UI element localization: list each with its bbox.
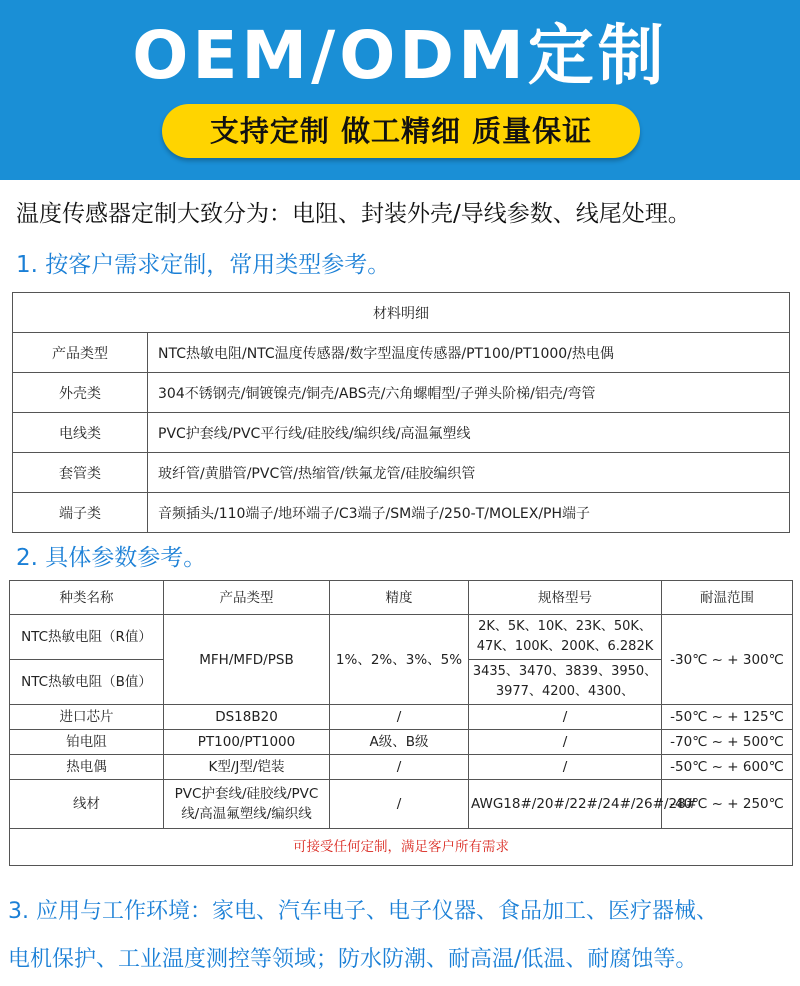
col-header: 精度: [330, 581, 469, 615]
table-row: [10, 755, 793, 780]
row-type: K型/J型/铠装: [164, 755, 330, 780]
row-temp: -40℃ ~ + 250℃: [662, 780, 793, 829]
ntc-temp: -30℃ ~ + 300℃: [662, 615, 793, 705]
table-row: [10, 730, 793, 755]
row-type: DS18B20: [164, 705, 330, 730]
row-type: PT100/PT1000: [164, 730, 330, 755]
table-note-row: [10, 829, 793, 866]
ntc-type: MFH/MFD/PSB: [164, 615, 330, 705]
row-category: 电线类: [13, 413, 148, 453]
row-category: 外壳类: [13, 373, 148, 413]
section2-heading: 2. 具体参数参考。: [16, 545, 207, 571]
col-header: 种类名称: [10, 581, 164, 615]
slogan-pill: 支持定制 做工精细 质量保证: [162, 104, 640, 158]
table-row: [13, 333, 790, 373]
ntc-spec-r: 2K、5K、10K、23K、50K、47K、100K、200K、6.282K: [469, 615, 662, 660]
table-row: [10, 615, 793, 660]
intro-text: 温度传感器定制大致分为：电阻、封装外壳/导线参数、线尾处理。: [16, 201, 691, 227]
table-row: [10, 705, 793, 730]
ntc-precision: 1%、2%、3%、5%: [330, 615, 469, 705]
row-temp: -70℃ ~ + 500℃: [662, 730, 793, 755]
row-type: PVC护套线/硅胶线/PVC线/高温氟塑线/编织线: [164, 780, 330, 829]
row-spec: /: [469, 755, 662, 780]
row-value: 玻纤管/黄腊管/PVC管/热缩管/铁氟龙管/硅胶编织管: [148, 453, 790, 493]
row-spec: AWG18#/20#/22#/24#/26#/28#: [469, 780, 662, 829]
table-row: [10, 780, 793, 829]
row-temp: -50℃ ~ + 125℃: [662, 705, 793, 730]
col-header: 产品类型: [164, 581, 330, 615]
row-value: PVC护套线/PVC平行线/硅胶线/编织线/高温氟塑线: [148, 413, 790, 453]
row-precision: A级、B级: [330, 730, 469, 755]
row-value: 304不锈钢壳/铜镀镍壳/铜壳/ABS壳/六角螺帽型/子弹头阶梯/铝壳/弯管: [148, 373, 790, 413]
row-value: NTC热敏电阻/NTC温度传感器/数字型温度传感器/PT100/PT1000/热电偶: [148, 333, 790, 373]
ntc-spec-b: 3435、3470、3839、3950、3977、4200、4300、: [469, 660, 662, 705]
table-row: [13, 413, 790, 453]
row-spec: /: [469, 730, 662, 755]
row-category: 产品类型: [13, 333, 148, 373]
row-category: 端子类: [13, 493, 148, 533]
row-precision: /: [330, 705, 469, 730]
ntc-r-name: NTC热敏电阻（R值）: [10, 615, 164, 660]
section1-heading: 1. 按客户需求定制，常用类型参考。: [16, 252, 391, 278]
customization-note: 可接受任何定制，满足客户所有需求: [10, 829, 793, 866]
params-table: [9, 580, 793, 866]
row-name: 线材: [10, 780, 164, 829]
table-row: [13, 453, 790, 493]
row-temp: -50℃ ~ + 600℃: [662, 755, 793, 780]
applications-line-1: 3. 应用与工作环境：家电、汽车电子、电子仪器、食品加工、医疗器械、: [8, 899, 718, 924]
col-header: 耐温范围: [662, 581, 793, 615]
row-name: 铂电阻: [10, 730, 164, 755]
row-value: 音频插头/110端子/地环端子/C3端子/SM端子/250-T/MOLEX/PH端子: [148, 493, 790, 533]
row-name: 热电偶: [10, 755, 164, 780]
row-precision: /: [330, 780, 469, 829]
col-header: 规格型号: [469, 581, 662, 615]
row-name: 进口芯片: [10, 705, 164, 730]
row-category: 套管类: [13, 453, 148, 493]
materials-table-title: 材料明细: [13, 293, 790, 333]
ntc-b-name: NTC热敏电阻（B值）: [10, 660, 164, 705]
row-spec: /: [469, 705, 662, 730]
table-row: [13, 493, 790, 533]
row-precision: /: [330, 755, 469, 780]
header-banner: [0, 0, 800, 180]
applications-text: [8, 888, 798, 984]
table-header-row: [10, 581, 793, 615]
banner-title: OEM/ODM定制: [132, 17, 668, 94]
materials-table: [12, 292, 790, 533]
applications-line-2: 电机保护、工业温度测控等领域；防水防潮、耐高温/低温、耐腐蚀等。: [8, 947, 698, 972]
table-row: [13, 373, 790, 413]
